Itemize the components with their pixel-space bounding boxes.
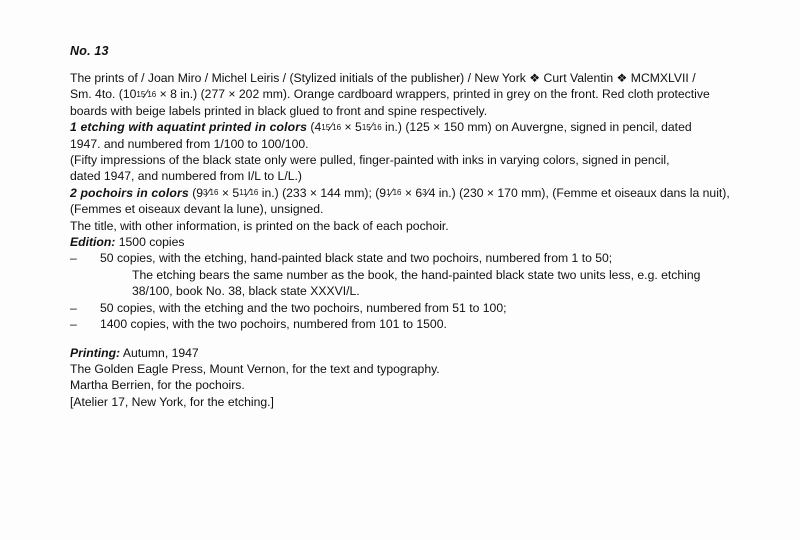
dash-bullet-icon: – (70, 300, 77, 315)
list-item (70, 250, 738, 266)
description-line-3: boards with beige labels printed in black glued to front and spine respectively. (70, 103, 488, 118)
list-item (70, 316, 738, 332)
printing-value: Autumn, 1947 (120, 345, 199, 360)
catalog-entry (70, 44, 738, 410)
etching-line-1 (70, 119, 738, 135)
etching-note-line-1: (Fifty impressions of the black state only were pulled, finger-painted with inks in varying colors, signed in pencil, (70, 153, 670, 168)
printing-line-1: The Golden Eagle Press, Mount Vernon, for the text and typography. (70, 361, 440, 376)
list-item-text: 1400 copies, with the two pochoirs, numbered from 101 to 1500. (100, 317, 447, 332)
printing-line-3: [Atelier 17, New York, for the etching.] (70, 394, 274, 409)
edition-value: 1500 copies (115, 235, 185, 250)
etching-measures: ($4^{15}⁄^{16}$ × $5^{15}⁄^{16}$ in.) (125 × 150 mm) on Auvergne, signed in pencil, dated (307, 120, 692, 135)
etching-line-2: 1947. and numbered from 1/100 to 100/100. (70, 136, 309, 151)
etching-note-line-2: dated 1947, and numbered from I/L to L/L.) (70, 169, 302, 184)
edition-list (70, 250, 738, 332)
edition-heading (70, 234, 738, 250)
title-note: The title, with other information, is printed on the back of each pochoir. (70, 218, 449, 233)
pochoir-measures: ($9^3⁄^{16}$ × $5^{11}⁄^{16}$ in.) (233 × 144 mm); ($9^1⁄^{16}$ × $6^3⁄4$ in.) (230 × 170 mm), (Femme et oiseaux dans la nuit), (188, 185, 730, 200)
list-item (70, 300, 738, 316)
description-line-1: The prints of / Joan Miro / Michel Leiris / (Stylized initials of the publisher) / New York ❖ Curt Valentin ❖ MCMXLVII / (70, 71, 696, 85)
dash-bullet-icon: – (70, 317, 77, 332)
etching-label: 1 etching with aquatint printed in colors (70, 120, 308, 135)
pochoir-line-1 (70, 185, 738, 201)
printing-label: Printing: (70, 345, 121, 360)
dash-bullet-icon: – (70, 251, 77, 266)
edition-label: Edition: (70, 235, 116, 250)
description-line-2: Sm. 4to. ($10^{15}⁄^{16} \times 8$ in.) (277 × 202 mm). Orange cardboard wrappers, printed in grey on the front. Red cloth protective (70, 87, 710, 102)
edition-sub-note-line-2: 38/100, book No. 38, black state XXXVI/L. (132, 284, 360, 299)
list-item-text: 50 copies, with the etching and the two pochoirs, numbered from 51 to 100; (100, 300, 507, 315)
printing-heading (70, 345, 738, 361)
pochoir-line-2: (Femmes et oiseaux devant la lune), unsigned. (70, 202, 324, 217)
list-item-text: 50 copies, with the etching, hand-painted black state and two pochoirs, numbered from 1 to 50; (100, 251, 613, 266)
edition-sub-note-line-1: The etching bears the same number as the book, the hand-painted black state two units less, e.g. etching (132, 267, 701, 282)
entry-number: No. 13 (70, 44, 109, 58)
pochoir-label: 2 pochoirs in colors (70, 185, 189, 200)
printing-line-2: Martha Berrien, for the pochoirs. (70, 378, 245, 393)
